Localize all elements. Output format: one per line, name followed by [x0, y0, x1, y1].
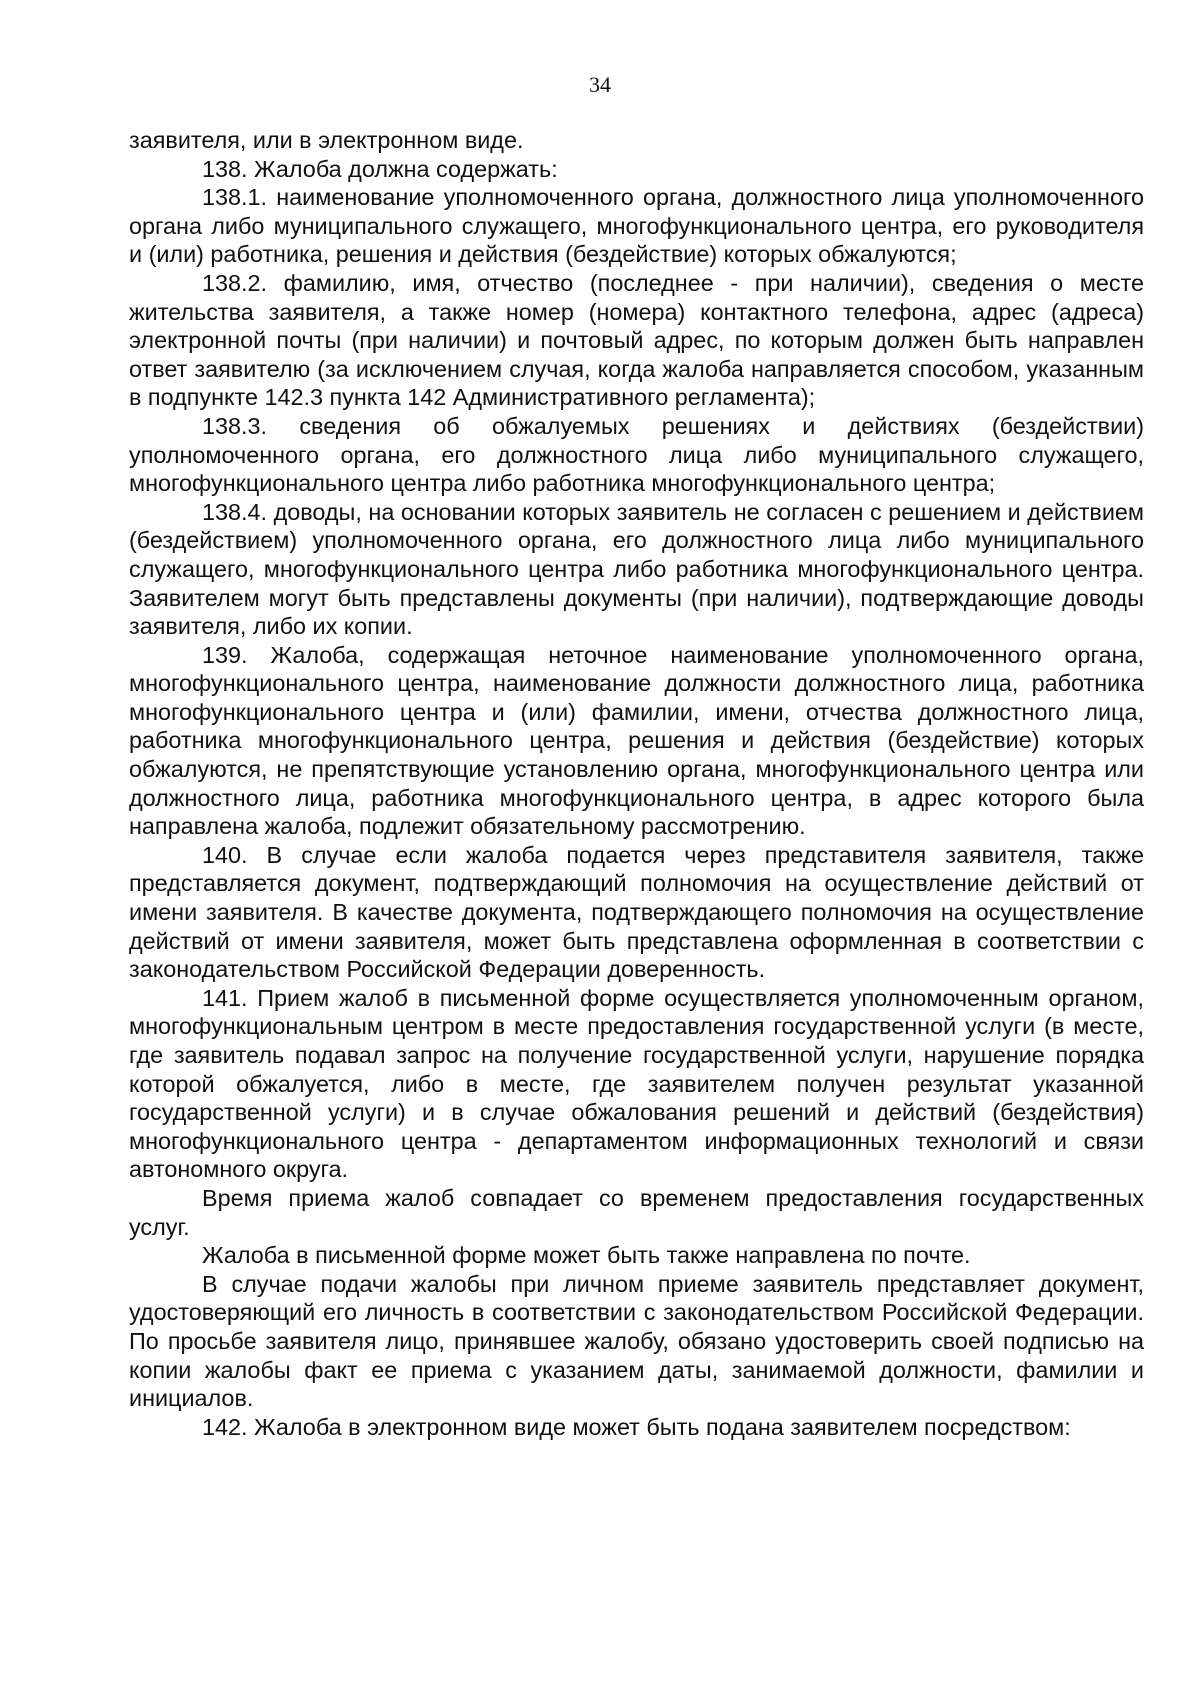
paragraph-138-1: 138.1. наименование уполномоченного органа, должностного лица уполномоченного органа либо муниципального служащего, многофункционального центра, его руководителя и (или) работника, решения и действия (бездействие) которых обжалуются; [129, 184, 1144, 268]
paragraph-139: 139. Жалоба, содержащая неточное наименование уполномоченного органа, многофункционального центра, наименование должности должностного лица, работника многофункционального центра и (или) фамилии, имени, отчества должностного лица, работника многофункционального центра, решения и действия (бездействие) которых обжалуются, не препятствующие установлению органа, многофункционального центра или должностного лица, работника многофункционального центра, в адрес которого была направлена жалоба, подлежит обязательному рассмотрению. [129, 641, 1144, 840]
paragraph-reception-time: Время приема жалоб совпадает со временем предоставления государственных услуг. [129, 1184, 1144, 1240]
paragraph-141: 141. Прием жалоб в письменной форме осуществляется уполномоченным органом, многофункциональным центром в месте предоставления государственной услуги (в месте, где заявитель подавал запрос на получение государственной услуги, нарушение порядка которой обжалуется, либо в месте, где заявителем получен результат указанной государственной услуги) и в случае обжалования решений и действий (бездействия) многофункционального центра - департаментом информационных технологий и связи автономного округа. [129, 984, 1144, 1183]
paragraph-138-3: 138.3. сведения об обжалуемых решениях и действиях (бездействии) уполномоченного органа, его должностного лица либо муниципального служащего, многофункционального центра либо работника многофункционального центра; [129, 412, 1144, 497]
page-number: 34 [589, 72, 611, 97]
paragraph-continuation: заявителя, или в электронном виде. [129, 127, 524, 153]
paragraph-138-2: 138.2. фамилию, имя, отчество (последнее - при наличии), сведения о месте жительства заявителя, а также номер (номера) контактного телефона, адрес (адреса) электронной почты (при наличии) и почтовый адрес, по которым должен быть направлен ответ заявителю (за исключением случая, когда жалоба направляется способом, указанным в подпункте 142.3 пункта 142 Административного регламента); [129, 269, 1144, 411]
paragraph-personal-reception: В случае подачи жалобы при личном приеме заявитель представляет документ, удостоверяющий его личность в соответствии с законодательством Российской Федерации. По просьбе заявителя лицо, принявшее жалобу, обязано удостоверить своей подписью на копии жалобы факт ее приема с указанием даты, занимаемой должности, фамилии и инициалов. [129, 1270, 1144, 1412]
paragraph-138-4: 138.4. доводы, на основании которых заявитель не согласен с решением и действием (бездействием) уполномоченного органа, его должностного лица либо муниципального служащего, многофункционального центра либо работника многофункционального центра. Заявителем могут быть представлены документы (при наличии), подтверждающие доводы заявителя, либо их копии. [129, 498, 1144, 640]
paragraph-postal-complaint: Жалоба в письменной форме может быть также направлена по почте. [202, 1242, 971, 1269]
document-body [129, 126, 1144, 1441]
paragraph-140: 140. В случае если жалоба подается через представителя заявителя, также представляется документ, подтверждающий полномочия на осуществление действий от имени заявителя. В качестве документа, подтверждающего полномочия на осуществление действий от имени заявителя, может быть представлена оформленная в соответствии с законодательством Российской Федерации доверенность. [129, 841, 1144, 983]
paragraph-138: 138. Жалоба должна содержать: [202, 155, 558, 182]
paragraph-142: 142. Жалоба в электронном виде может быть подана заявителем посредством: [202, 1413, 1071, 1440]
